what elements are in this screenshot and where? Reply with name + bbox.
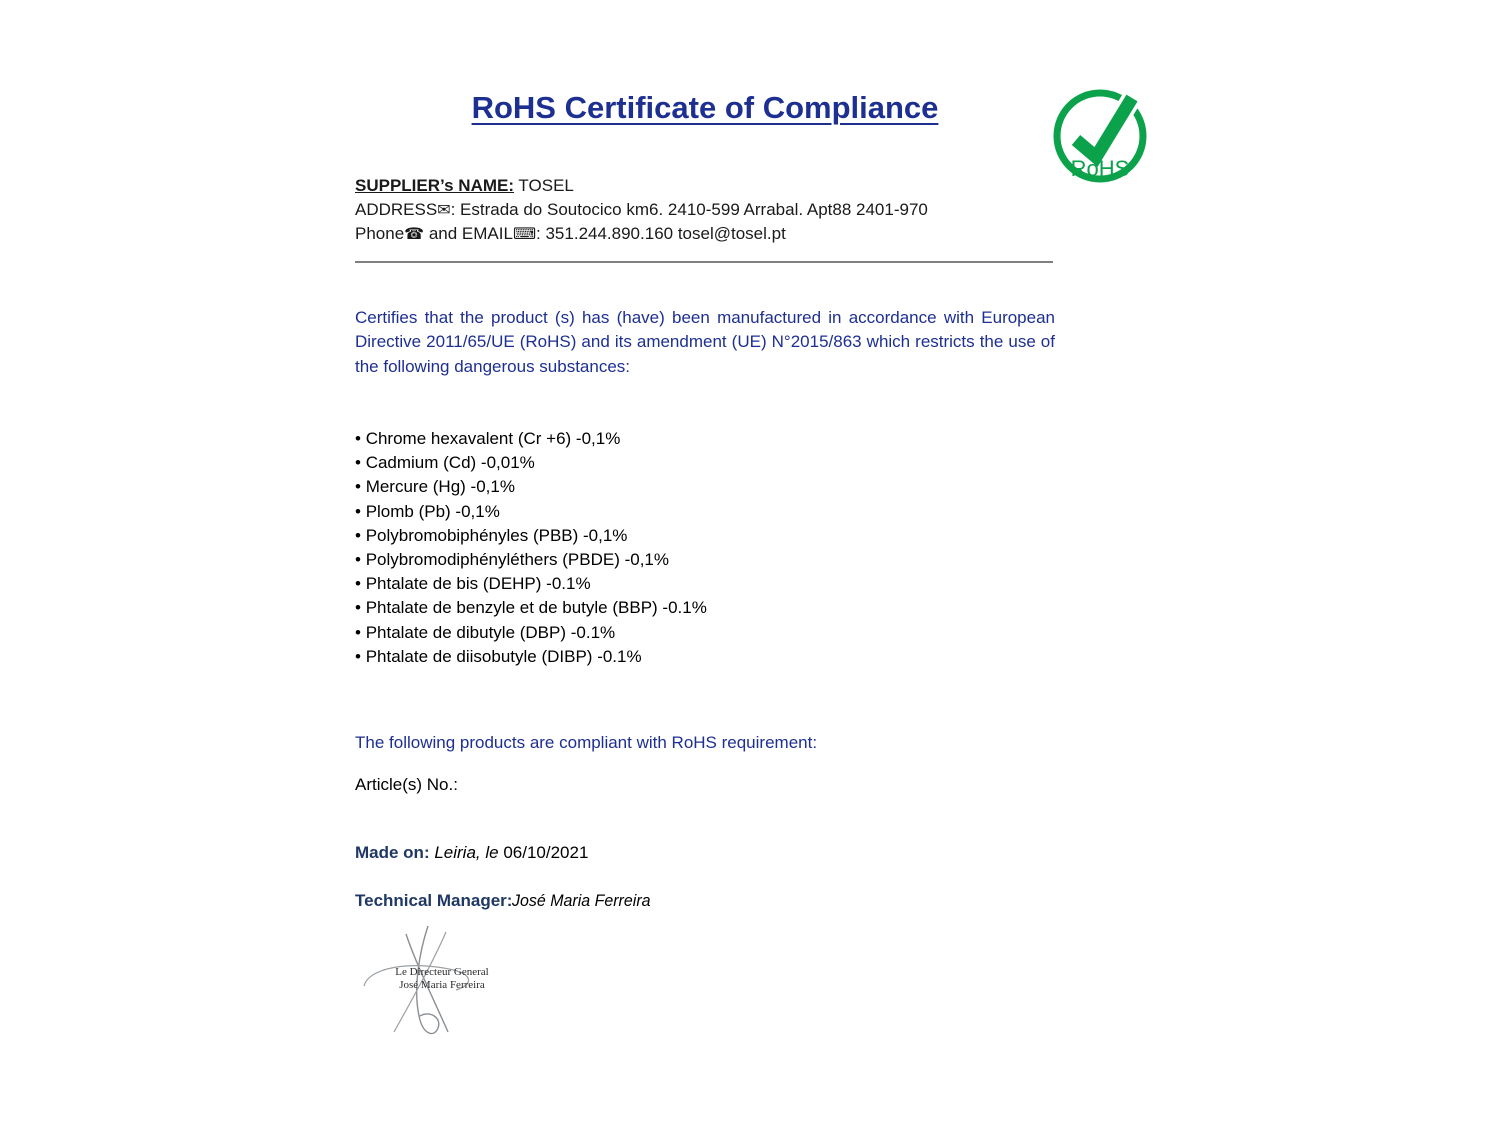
substance-item: • Chrome hexavalent (Cr +6) -0,1%: [355, 427, 1055, 451]
substance-item: • Phtalate de benzyle et de butyle (BBP) -0.1%: [355, 596, 1055, 620]
technical-manager-line: [355, 891, 1055, 911]
supplier-name-value: TOSEL: [514, 176, 574, 195]
divider-rule: [355, 261, 1053, 263]
signature-text: [372, 966, 512, 992]
made-on-date: 06/10/2021: [498, 843, 589, 862]
email-label: and EMAIL: [424, 224, 513, 243]
made-on-line: [355, 843, 1055, 863]
supplier-block: [355, 174, 1115, 246]
svg-text:RoHS: RoHS: [1070, 156, 1130, 181]
supplier-name-label: SUPPLIER’s NAME:: [355, 176, 515, 195]
supplier-contact-line: [355, 222, 1115, 246]
signature-line2: José Maria Ferreira: [399, 979, 485, 991]
substances-list: [355, 427, 1055, 669]
substance-item: • Plomb (Pb) -0,1%: [355, 500, 1055, 524]
phone-label: Phone: [355, 224, 405, 243]
rohs-check-icon: [1050, 80, 1150, 188]
technical-manager-name: José Maria Ferreira: [512, 891, 651, 910]
made-on-place: Leiria, le: [429, 843, 499, 862]
substance-item: • Phtalate de dibutyle (DBP) -0.1%: [355, 621, 1055, 645]
technical-manager-label: Technical Manager:: [355, 891, 513, 910]
address-label: ADDRESS: [355, 200, 438, 219]
supplier-address-line: [355, 198, 1115, 222]
substance-item: • Polybromodiphényléthers (PBDE) -0,1%: [355, 548, 1055, 572]
articles-label: Article(s) No.:: [355, 775, 458, 794]
substance-item: • Phtalate de bis (DEHP) -0.1%: [355, 572, 1055, 596]
substance-item: • Mercure (Hg) -0,1%: [355, 475, 1055, 499]
certification-paragraph: Certifies that the product (s) has (have) been manufactured in accordance with European Directive 2011/65/UE (RoHS) and its amendment (UE) N°2015/863 which restricts the use of the following dangerous substances:: [355, 308, 1055, 376]
substance-item: • Cadmium (Cd) -0,01%: [355, 451, 1055, 475]
signature-line1: Le Directeur General: [395, 966, 489, 978]
substance-item: • Phtalate de diisobutyle (DIBP) -0.1%: [355, 645, 1055, 669]
computer-icon: ⌨: [512, 224, 537, 243]
substance-item: • Polybromobiphényles (PBB) -0,1%: [355, 524, 1055, 548]
envelope-icon: ✉: [437, 200, 451, 219]
phone-icon: ☎: [404, 224, 425, 243]
made-on-label: Made on:: [355, 843, 430, 862]
page-title: RoHS Certificate of Compliance: [471, 90, 939, 125]
contact-value: : 351.244.890.160 tosel@tosel.pt: [536, 224, 786, 243]
supplier-name-line: [355, 174, 1115, 198]
address-value: : Estrada do Soutocico km6. 2410-599 Arrabal. Apt88 2401-970: [450, 200, 928, 219]
compliance-statement: The following products are compliant with RoHS requirement:: [355, 733, 818, 752]
